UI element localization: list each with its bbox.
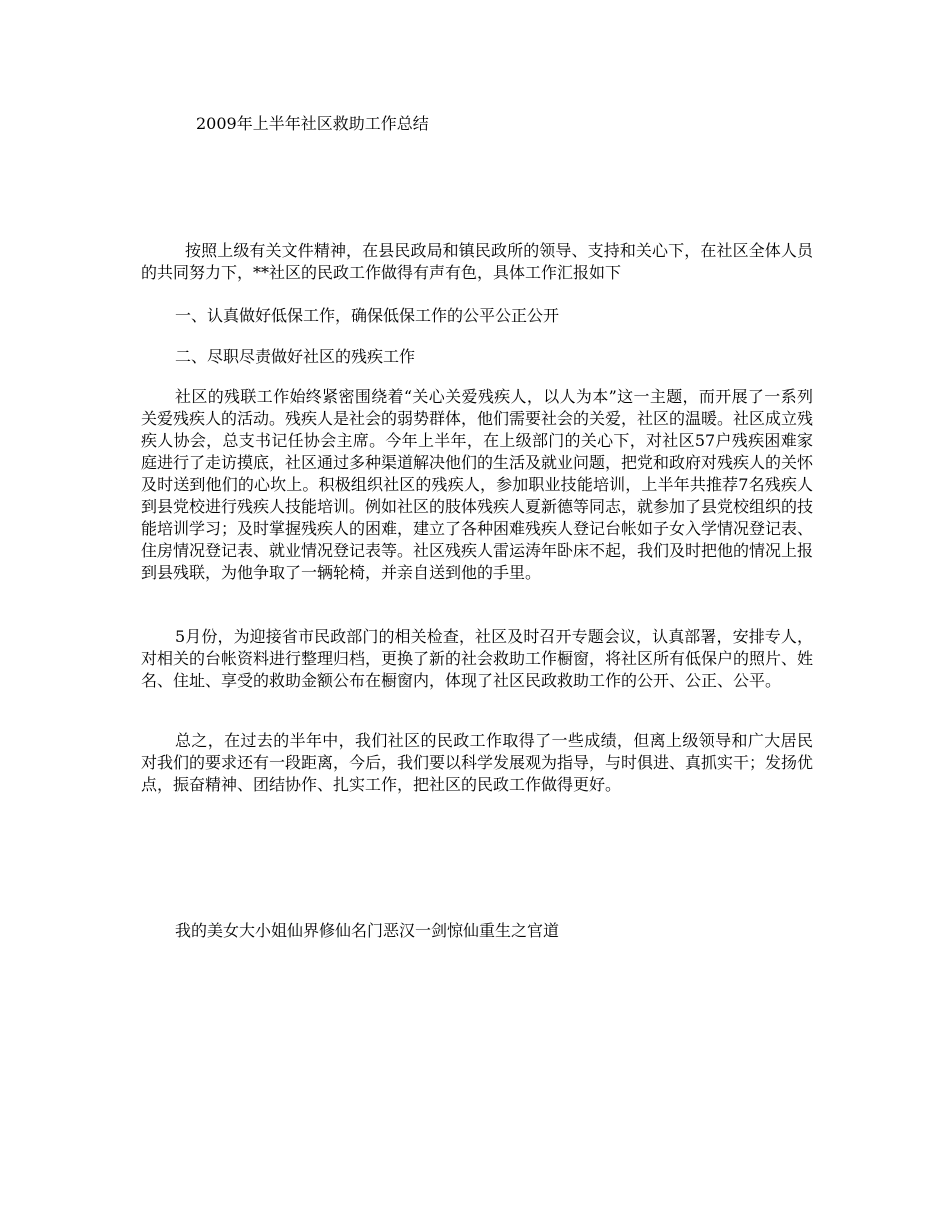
intro-paragraph: 按照上级有关文件精神，在县民政局和镇民政所的领导、支持和关心下，在社区全体人员的共同努力下，**社区的民政工作做得有声有色，具体工作汇报如下 bbox=[141, 241, 813, 282]
section-heading-disability: 二、尽职尽责做好社区的残疾工作 bbox=[175, 347, 416, 366]
disability-work-paragraph: 社区的残联工作始终紧密围绕着“关心关爱残疾人，以人为本”这一主题，而开展了一系列关爱残疾人的活动。残疾人是社会的弱势群体，他们需要社会的关爱，社区的温暖。社区成立残疾人协会，总支书记任协会主席。今年上半年，在上级部门的关心下，对社区57户残疾困难家庭进行了走访摸底，社区通过多种渠道解决他们的生活及就业问题，把党和政府对残疾人的关怀及时送到他们的心坎上。积极组织社区的残疾人，参加职业技能培训，上半年共推荐7名残疾人到县党校进行残疾人技能培训。例如社区的肢体残疾人夏新德等同志，就参加了县党校组织的技能培训学习；及时掌握残疾人的困难，建立了各种困难残疾人登记台帐如子女入学情况登记表、住房情况登记表、就业情况登记表等。社区残疾人雷运涛年卧床不起，我们及时把他的情况上报到县残联，为他争取了一辆轮椅，并亲自送到他的手里。 bbox=[141, 387, 814, 582]
footer-links-text: 我的美女大小姐仙界修仙名门恶汉一剑惊仙重生之官道 bbox=[175, 921, 560, 940]
may-inspection-paragraph: 5月份，为迎接省市民政部门的相关检查，社区及时召开专题会议，认真部署，安排专人，对相关的台帐资料进行整理归档，更换了新的社会救助工作橱窗，将社区所有低保户的照片、姓名、住址、享受的救助金额公布在橱窗内，体现了社区民政救助工作的公开、公正、公平。 bbox=[141, 627, 814, 690]
summary-paragraph: 总之，在过去的半年中，我们社区的民政工作取得了一些成绩，但离上级领导和广大居民对我们的要求还有一段距离，今后，我们要以科学发展观为指导，与时俱进、真抓实干；发扬优点，振奋精神、团结协作、扎实工作，把社区的民政工作做得更好。 bbox=[141, 731, 814, 794]
section-heading-low-income: 一、认真做好低保工作，确保低保工作的公平公正公开 bbox=[175, 306, 560, 325]
document-title: 2009年上半年社区救助工作总结 bbox=[196, 114, 429, 133]
